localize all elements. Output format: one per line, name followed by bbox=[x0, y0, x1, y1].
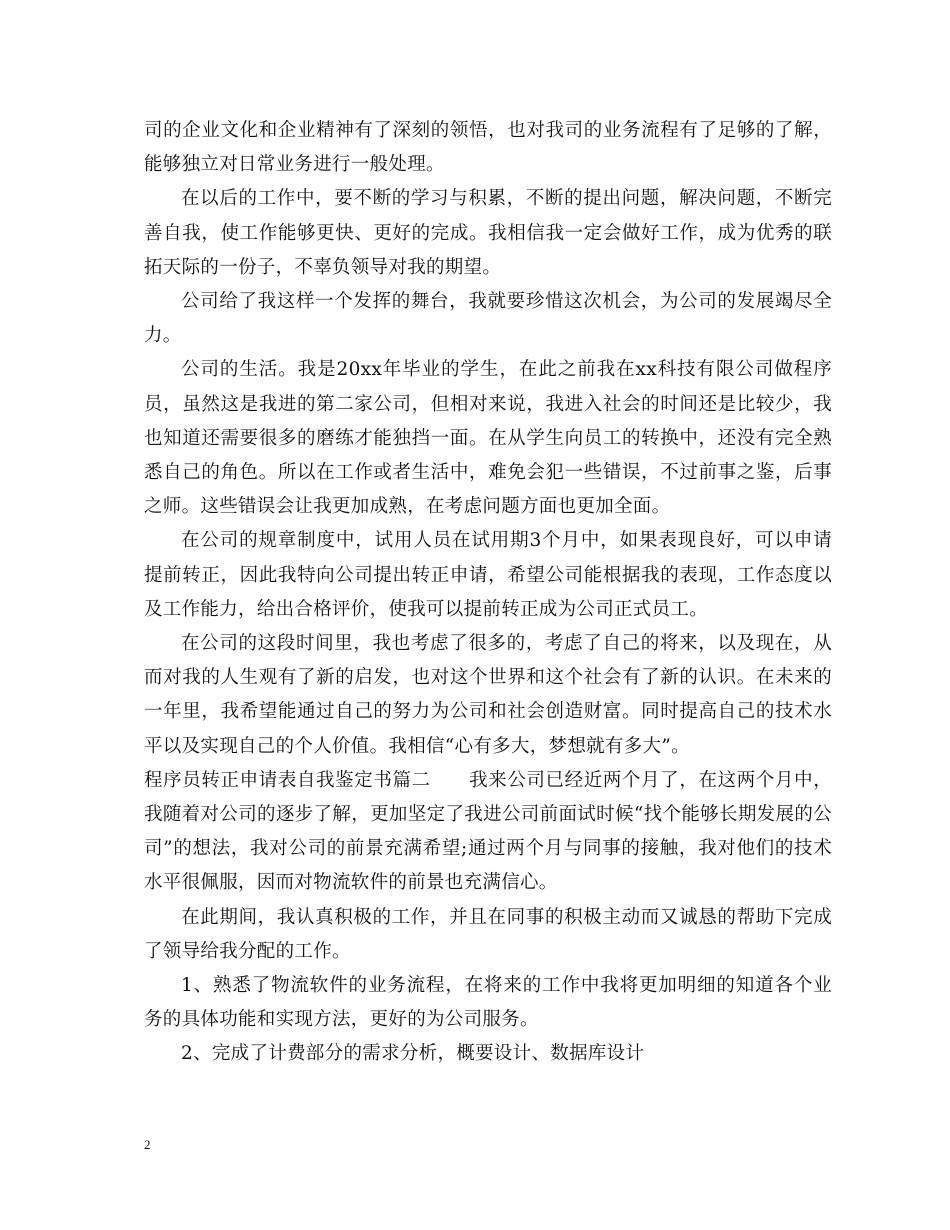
document-page bbox=[144, 114, 832, 1072]
section-intro: 我来公司已经近两个月了，在这两个月中，我随着对公司的逐步了解，更加坚定了我进公司前面试时候“找个能够长期发展的公司”的想法，我对公司的前景充满希望;通过两个月与同事的接触，我对他们的技术水平很佩服，因而对物流软件的前景也充满信心。 bbox=[144, 769, 832, 894]
paragraph-9: 1、熟悉了物流软件的业务流程，在将来的工作中我将更加明细的知道各个业务的具体功能和实现方法，更好的为公司服务。 bbox=[144, 975, 832, 1031]
paragraph-4: 公司的生活。我是20xx年毕业的学生，在此之前我在xx科技有限公司做程序员，虽然这是我进的第二家公司，但相对来说，我进入社会的时间还是比较少，我也知道还需要很多的磨练才能独挡一面。在从学生向员工的转换中，还没有完全熟悉自己的角色。所以在工作或者生活中，难免会犯一些错误，不过前事之鉴，后事之师。这些错误会让我更加成熟，在考虑问题方面也更加全面。 bbox=[144, 359, 832, 518]
paragraph-3: 公司给了我这样一个发挥的舞台，我就要珍惜这次机会，为公司的发展竭尽全力。 bbox=[144, 291, 832, 347]
paragraph-2: 在以后的工作中，要不断的学习与积累，不断的提出问题，解决问题，不断完善自我，使工作能够更快、更好的完成。我相信我一定会做好工作，成为优秀的联拓天际的一份子，不辜负领导对我的期望。 bbox=[144, 188, 832, 278]
paragraph-5: 在公司的规章制度中，试用人员在试用期3个月中，如果表现良好，可以申请提前转正，因此我特向公司提出转正申请，希望公司能根据我的表现，工作态度以及工作能力，给出合格评价，使我可以提前转正成为公司正式员工。 bbox=[144, 530, 832, 620]
page-number: 2 bbox=[144, 1137, 151, 1152]
paragraph-1: 司的企业文化和企业精神有了深刻的领悟，也对我司的业务流程有了足够的了解，能够独立对日常业务进行一般处理。 bbox=[144, 120, 832, 176]
paragraph-6: 在公司的这段时间里，我也考虑了很多的，考虑了自己的将来，以及现在，从而对我的人生观有了新的启发，也对这个世界和这个社会有了新的认识。在未来的一年里，我希望能通过自己的努力为公司和社会创造财富。同时提高自己的技术水平以及实现自己的个人价值。我相信“心有多大，梦想就有多大”。 bbox=[144, 633, 832, 757]
paragraph-10: 2、完成了计费部分的需求分析，概要设计、数据库设计 bbox=[181, 1043, 645, 1065]
section-paragraph bbox=[144, 764, 832, 901]
paragraph-8: 在此期间，我认真积极的工作，并且在同事的积极主动而又诚恳的帮助下完成了领导给我分配的工作。 bbox=[144, 906, 832, 962]
section-heading: 程序员转正申请表自我鉴定书篇二 bbox=[144, 769, 431, 791]
